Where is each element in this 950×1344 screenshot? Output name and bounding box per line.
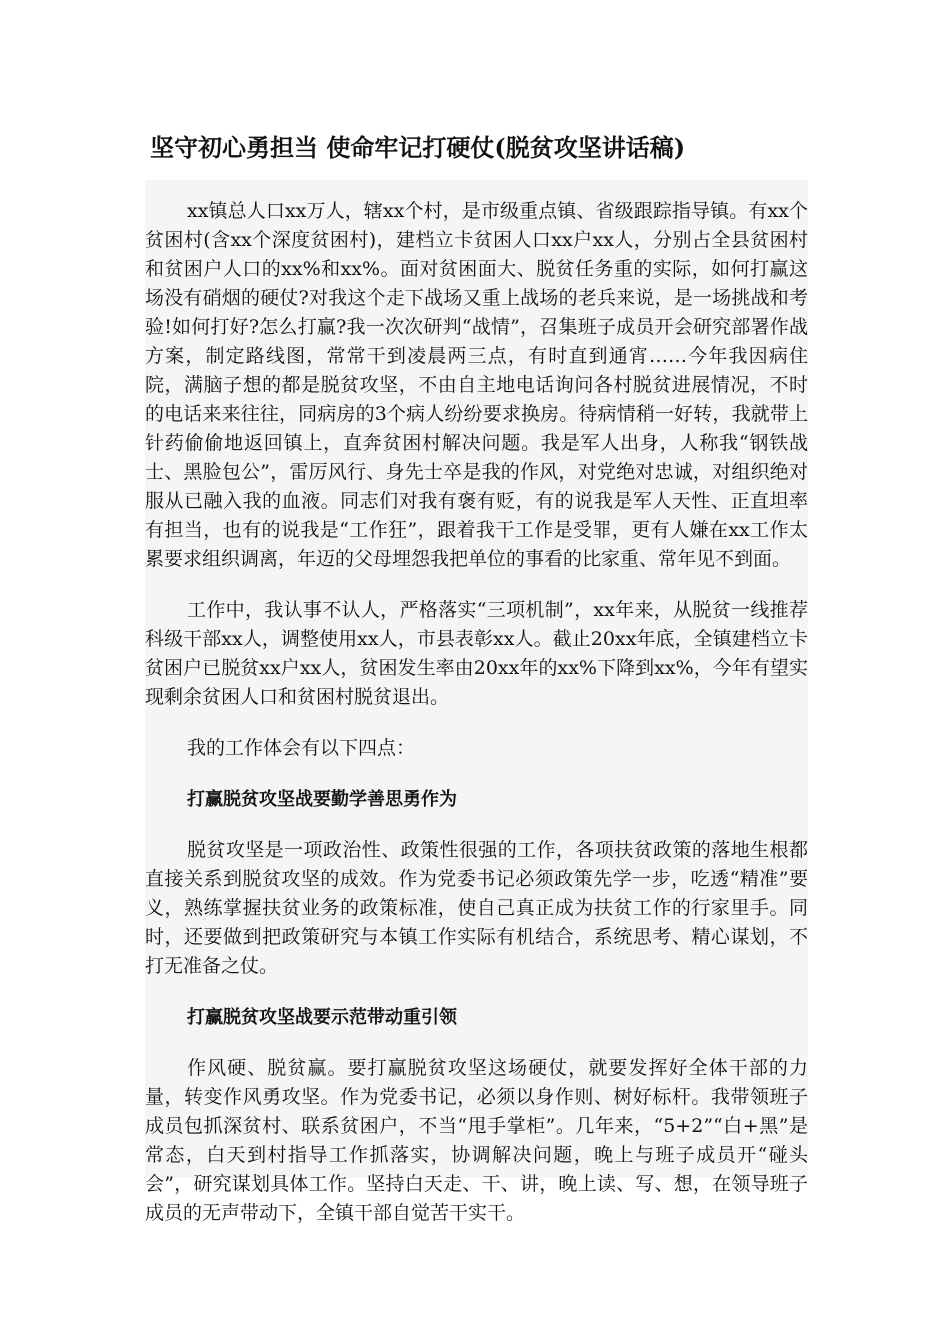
document-body	[145, 180, 808, 1224]
paragraph-achievements: 工作中，我认事不认人，严格落实“三项机制”，xx年来，从脱贫一线推荐科级干部xx人，调整使用xx人，市县表彰xx人。截止20xx年底，全镇建档立卡贫困户已脱贫xx户xx人，贫困发生率由20xx年的xx%下降到xx%，今年有望实现剩余贫困人口和贫困村脱贫退出。	[145, 599, 808, 708]
paragraph-intro: xx镇总人口xx万人，辖xx个村，是市级重点镇、省级跟踪指导镇。有xx个贫困村(含xx个深度贫困村)，建档立卡贫困人口xx户xx人，分别占全县贫困村和贫困户人口的xx%和xx%。面对贫困面大、脱贫任务重的实际，如何打赢这场没有硝烟的硬仗?对我这个走下战场又重上战场的老兵来说，是一场挑战和考验!如何打好?怎么打赢?我一次次研判“战情”，召集班子成员开会研究部署作战方案，制定路线图，常常干到凌晨两三点，有时直到通宵……今年我因病住院，满脑子想的都是脱贫攻坚，不由自主地电话询问各村脱贫进展情况，不时的电话来来往往，同病房的3个病人纷纷要求换房。待病情稍一好转，我就带上针药偷偷地返回镇上，直奔贫困村解决问题。我是军人出身，人称我“钢铁战士、黑脸包公”，雷厉风行、身先士卒是我的作风，对党绝对忠诚，对组织绝对服从已融入我的血液。同志们对我有褒有贬，有的说我是军人天性、正直坦率有担当，也有的说我是“工作狂”，跟着我干工作是受罪，更有人嫌在xx工作太累要求组织调离，年迈的父母埋怨我把单位的事看的比家重、常年见不到面。	[145, 200, 808, 570]
paragraph-lead-in: 我的工作体会有以下四点：	[187, 737, 416, 759]
section-heading-study: 打赢脱贫攻坚战要勤学善思勇作为	[187, 789, 457, 810]
paragraph-lead: 作风硬、脱贫赢。要打赢脱贫攻坚这场硬仗，就要发挥好全体干部的力量，转变作风勇攻坚。作为党委书记，必须以身作则、树好标杆。我带领班子成员包抓深贫村、联系贫困户，不当“甩手掌柜”。几年来，“5+2”“白+黑”是常态，白天到村指导工作抓落实，协调解决问题，晚上与班子成员开“碰头会”，研究谋划具体工作。坚持白天走、干、讲，晚上读、写、想，在领导班子成员的无声带动下，全镇干部自觉苦干实干。	[145, 1057, 808, 1224]
document-title: 坚守初心勇担当 使命牢记打硬仗(脱贫攻坚讲话稿)	[150, 133, 686, 162]
section-heading-lead: 打赢脱贫攻坚战要示范带动重引领	[187, 1007, 457, 1028]
paragraph-study: 脱贫攻坚是一项政治性、政策性很强的工作，各项扶贫政策的落地生根都直接关系到脱贫攻坚的成效。作为党委书记必须政策先学一步，吃透“精准”要义，熟练掌握扶贫业务的政策标准，使自己真正成为扶贫工作的行家里手。同时，还要做到把政策研究与本镇工作实际有机结合，系统思考、精心谋划，不打无准备之仗。	[145, 839, 808, 977]
